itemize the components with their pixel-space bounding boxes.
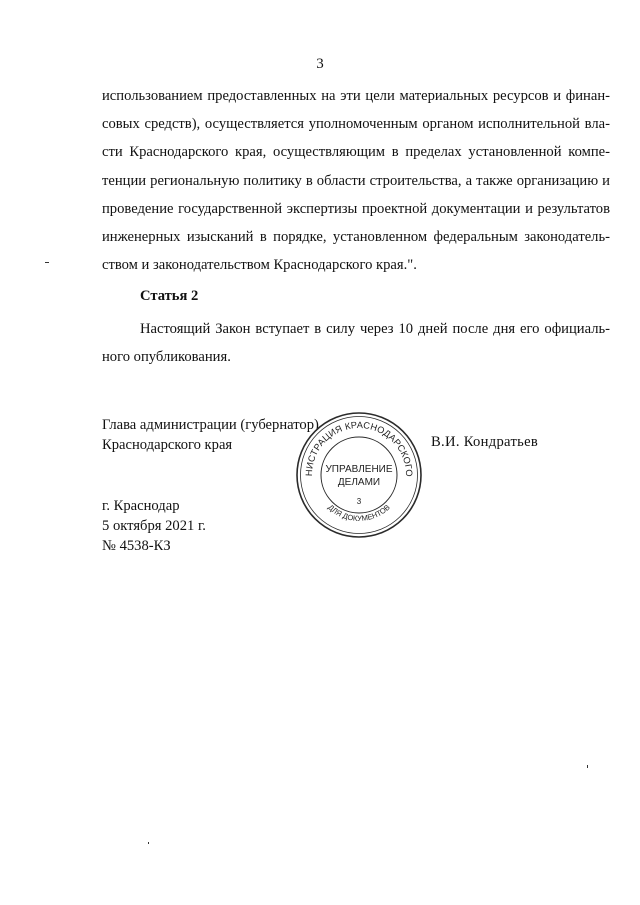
body-line: совых средств), осуществляется уполномоченным органом исполнительной вла- [102,116,610,133]
law-number: № 4538-КЗ [102,538,171,554]
place-date-block [102,496,206,556]
stamp-bottom-text: ДЛЯ ДОКУМЕНТОВ [326,502,392,523]
article-line: Настоящий Закон вступает в силу через 10 дней после дня его официаль- [140,321,610,337]
signer-name: В.И. Кондратьев [431,434,539,450]
body-line: инженерных изысканий в порядке, установленном федеральным законодатель- [102,228,610,245]
signer-title [102,415,319,455]
stamp-inner-bottom: ДЕЛАМИ [337,477,381,488]
stamp-outer-text: НИСТРАЦИЯ КРАСНОДАРСКОГО [303,419,415,477]
article-heading: Статья 2 [140,288,199,304]
body-paragraph [102,82,610,279]
signer-title-line: Краснодарского края [102,437,233,453]
stamp-inner-top: УПРАВЛЕНИЕ [325,464,393,475]
article-text [102,315,610,371]
body-line: тенции региональную политику в области строительства, а также организацию и [102,172,610,189]
city: г. Краснодар [102,498,180,514]
page-number: 3 [316,56,324,72]
law-date: 5 октября 2021 г. [102,518,206,534]
scan-speck [587,765,588,768]
scan-speck [45,262,49,263]
signer-title-line: Глава администрации (губернатор) [102,417,319,433]
article-line: ного опубликования. [102,349,231,366]
body-line: сти Краснодарского края, осуществляющим в пределах установленной компе- [102,144,610,161]
official-stamp [292,408,426,542]
stamp-seal-icon [292,408,426,542]
scan-speck [148,842,149,844]
body-line: использованием предоставленных на эти цели материальных ресурсов и финан- [102,88,610,104]
stamp-number: 3 [356,497,362,506]
body-line: ством и законодательством Краснодарского края.". [102,257,417,274]
body-line: проведение государственной экспертизы проектной документации и результатов [102,200,610,217]
